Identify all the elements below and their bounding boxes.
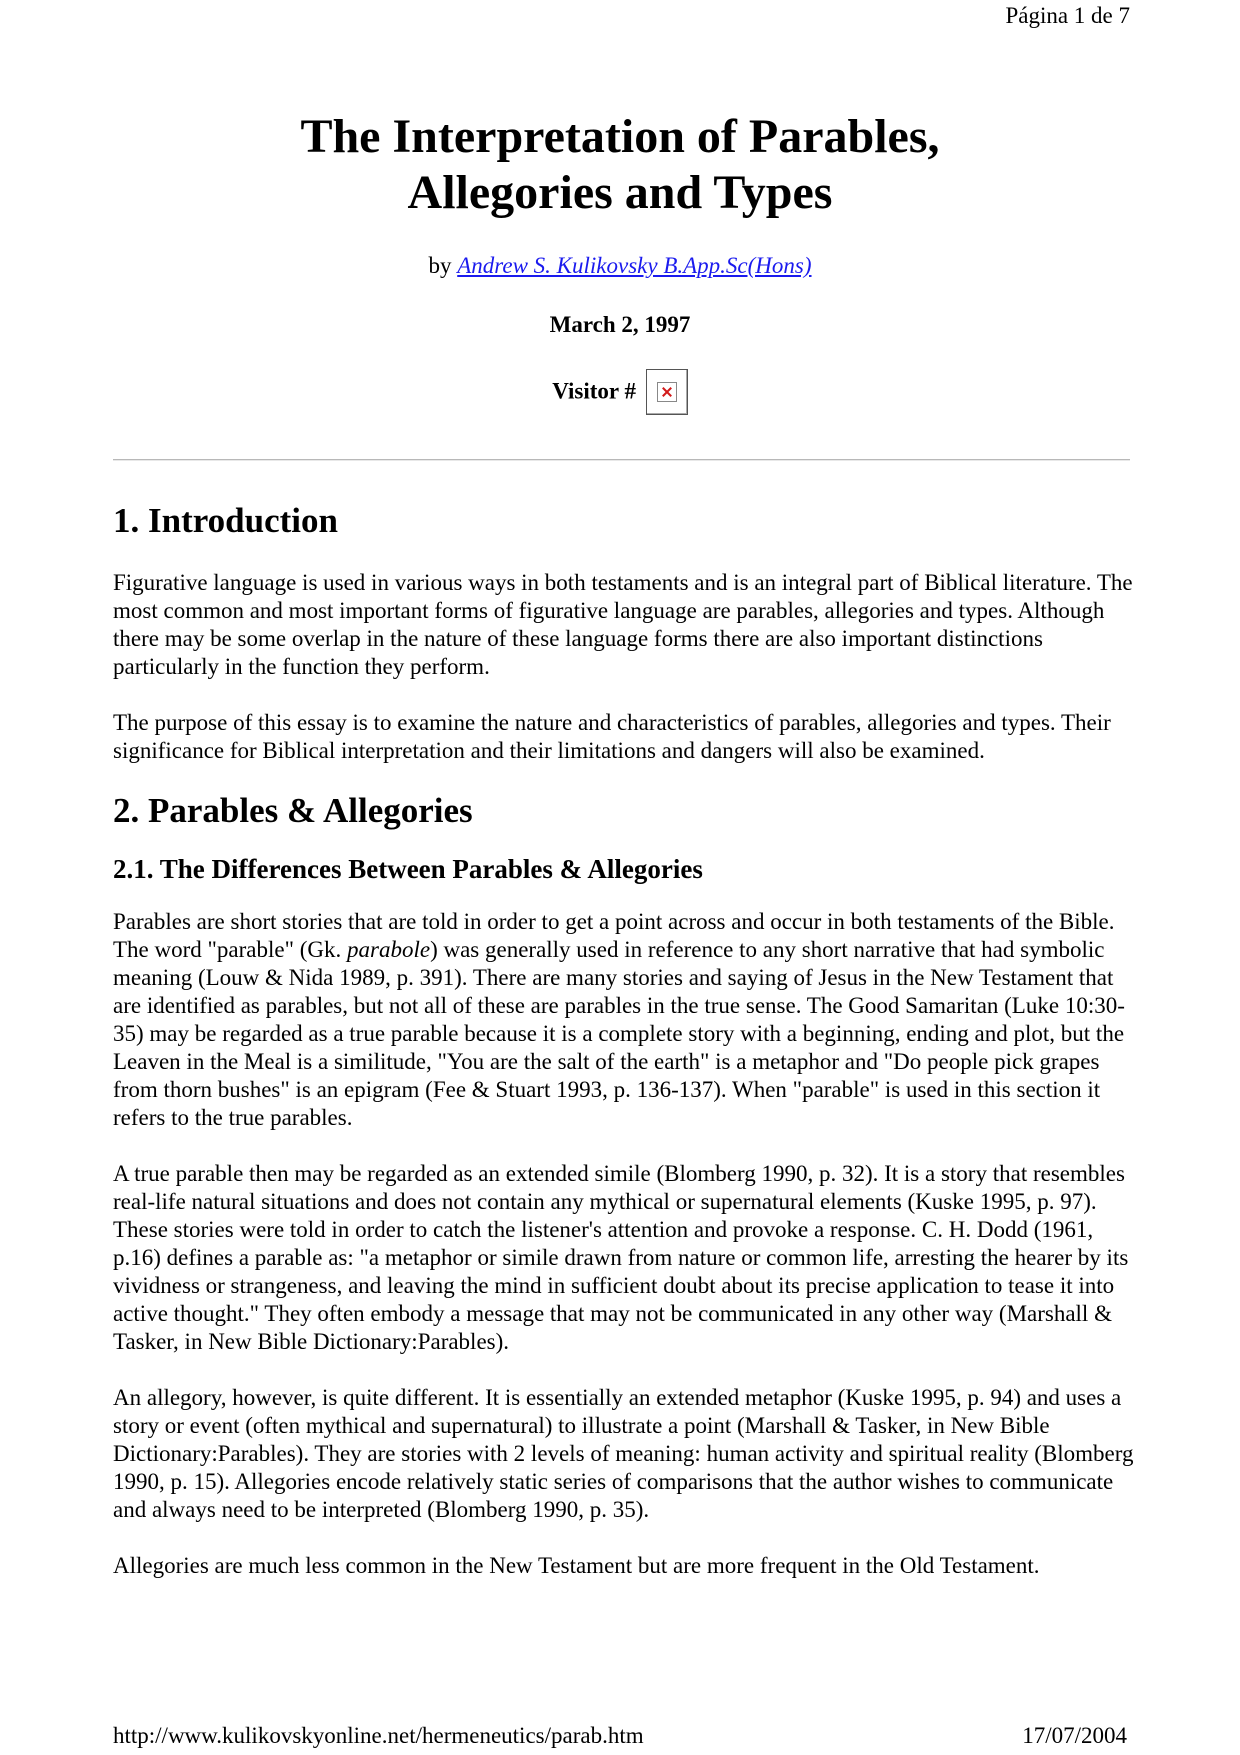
page-number: Página 1 de 7 (1005, 3, 1130, 28)
section-heading-parables-allegories: 2. Parables & Allegories (113, 791, 473, 830)
greek-term: parabole (347, 937, 431, 962)
subsection-heading-differences: 2.1. The Differences Between Parables & Allegories (113, 854, 703, 884)
byline-prefix: by (428, 253, 458, 278)
paragraph (113, 908, 1143, 1132)
article-body (113, 500, 1143, 1580)
paragraph-text: Parables are short stories that are told in order to get a point across and occur in both testaments of the Bible. The word "parable" (Gk. (113, 909, 1115, 962)
paragraph: The purpose of this essay is to examine the nature and characteristics of parables, allegories and types. Their significance for Biblical interpretation and their limitations and dangers will also be examined. (113, 710, 1111, 763)
broken-image-x-icon (657, 382, 677, 402)
publication-date: March 2, 1997 (549, 312, 691, 337)
byline (0, 252, 1240, 280)
paragraph-text: ) was generally used in reference to any short narrative that had symbolic meaning (Louw & Nida 1989, p. 391). There are many stories and saying of Jesus in the New Testament that are identified as parables, but not all of these are parables in the true sense. The Good Samaritan (Luke 10:30-35) may be regarded as a true parable because it is a complete story with a beginning, ending and plot, but the Leaven in the Meal is a similitude, "You are the salt of the earth" is a metaphor and "Do people pick grapes from thorn bushes" is an epigram (Fee & Stuart 1993, p. 136-137). When "parable" is used in this section it refers to the true parables. (113, 937, 1125, 1130)
broken-image-icon (646, 369, 688, 415)
section-heading-introduction: 1. Introduction (113, 501, 338, 540)
paragraph: Figurative language is used in various ways in both testaments and is an integral part of Biblical literature. The most common and most important forms of figurative language are parables, allegories and types. Although there may be some overlap in the nature of these language forms there are also important distinctions particularly in the function they perform. (113, 570, 1133, 679)
page-title (0, 109, 1240, 221)
visitor-counter (0, 366, 1240, 416)
paragraph: Allegories are much less common in the New Testament but are more frequent in the Old Testament. (113, 1553, 1040, 1578)
paragraph: A true parable then may be regarded as an extended simile (Blomberg 1990, p. 32). It is a story that resembles real-life natural situations and does not contain any mythical or supernatural elements (Kuske 1995, p. 97). These stories were told in order to catch the listener's attention and provoke a response. C. H. Dodd (1961, p.16) defines a parable as: "a metaphor or simile drawn from nature or common life, arresting the hearer by its vividness or strangeness, and leaving the mind in sufficient doubt about its precise application to tease it into active thought." They often embody a message that may not be communicated in any other way (Marshall & Tasker, in New Bible Dictionary:Parables). (113, 1161, 1129, 1354)
page-title-line-2: Allegories and Types (407, 166, 833, 219)
visitor-label: Visitor # (552, 378, 636, 404)
footer-url: http://www.kulikovskyonline.net/hermeneutics/parab.htm (113, 1723, 644, 1748)
footer-date: 17/07/2004 (1022, 1723, 1127, 1748)
paragraph: An allegory, however, is quite different. It is essentially an extended metaphor (Kuske 1995, p. 94) and uses a story or event (often mythical and supernatural) to illustrate a point (Marshall & Tasker, in New Bible Dictionary:Parables). They are stories with 2 levels of meaning: human activity and spiritual reality (Blomberg 1990, p. 15). Allegories encode relatively static series of comparisons that the author wishes to communicate and always need to be interpreted (Blomberg 1990, p. 35). (113, 1385, 1134, 1522)
horizontal-divider (113, 459, 1130, 461)
page-title-line-1: The Interpretation of Parables, (300, 110, 940, 163)
author-link[interactable]: Andrew S. Kulikovsky B.App.Sc(Hons) (457, 253, 812, 278)
